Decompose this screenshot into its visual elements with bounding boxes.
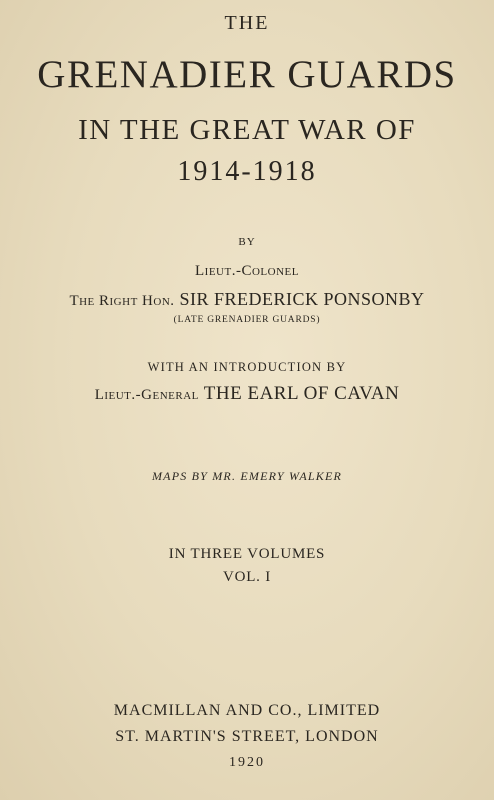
intro-author-line	[0, 384, 494, 403]
intro-line: WITH AN INTRODUCTION BY	[147, 360, 347, 374]
by-line: BY	[238, 236, 256, 248]
intro-rank: Lieut.-General	[94, 387, 199, 403]
main-title: GRENADIER GUARDS	[37, 53, 457, 96]
publication-date: 1920	[229, 755, 265, 770]
publisher-name: MACMILLAN AND CO., LIMITED	[113, 702, 381, 719]
author-prefix: The Right Hon.	[69, 293, 175, 309]
subtitle: IN THE GREAT WAR OF	[78, 114, 416, 146]
maps-credit: MAPS BY MR. EMERY WALKER	[151, 469, 343, 483]
title-years: 1914-1918	[177, 156, 317, 187]
author-line	[0, 290, 494, 309]
intro-name: THE EARL OF CAVAN	[203, 383, 400, 404]
author-note: (LATE GRENADIER GUARDS)	[173, 315, 321, 325]
author-rank: Lieut.-Colonel	[195, 263, 299, 279]
title-the: THE	[224, 12, 270, 34]
author-name: SIR FREDERICK PONSONBY	[179, 289, 425, 309]
publisher-address: ST. MARTIN'S STREET, LONDON	[115, 728, 379, 745]
volume-number: VOL. I	[222, 569, 272, 585]
volumes-line: IN THREE VOLUMES	[168, 546, 326, 562]
